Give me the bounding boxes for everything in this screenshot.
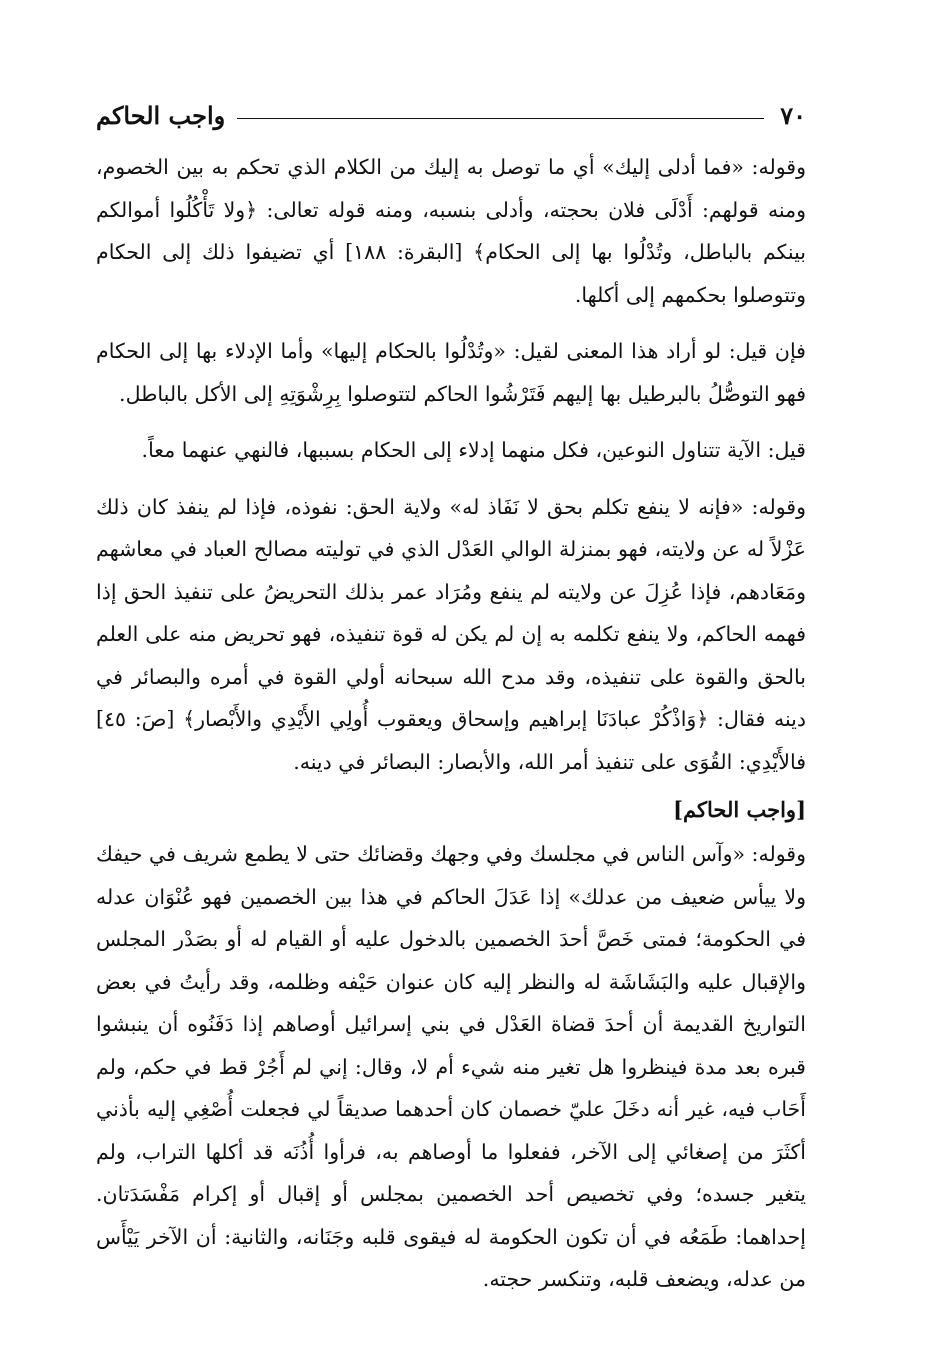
paragraph-gap [96,472,806,486]
running-title: واجب الحاكم [96,100,226,130]
paragraph: فإن قيل: لو أراد هذا المعنى لقيل: «وتُدْلُوا بالحكام إليها» وأما الإدلاء بها إلى الحكام فهو التوصُّلُ بالبرطيل بها إليهم فَتَرْشُوا الحاكم لتتوصلوا بِرِشْوَتِهِ إلى الأكل بالباطل. [96,339,806,406]
header-rule [237,118,764,119]
section-heading: [واجب الحاكم] [673,797,806,822]
paragraph: وقوله: «وآس الناس في مجلسك وفي وجهك وقضائك حتى لا يطمع شريف في حيفك ولا ييأس ضعيف من عدلك» إذا عَدَلَ الحاكم في هذا بين الخصمين فهو عُنْوَان عدله في الحكومة؛ فمتى خَصَّ أحدَ الخصمين بالدخول عليه أو القيام له أو بصَدْر المجلس والإقبال عليه والبَشَاشَة له والنظر إليه كان عنوان حَيْفه وظلمه، وقد رأيتُ في بعض التواريخ القديمة أن أحدَ قضاة العَدْل في بني إسرائيل أوصاهم إذا دَفَنُوه أن ينبشوا قبره بعد مدة فينظروا هل تغير منه شيء أم لا، وقال: إني لم أَجُرْ قط في حكم، ولم أَحَاب فيه، غير أنه دخَلَ عليّ خصمان كان أحدهما صديقاً لي فجعلت أُصْغِي إليه بأذني أكثَرَ من إصغائي إلى الآخر، ففعلوا ما أوصاهم به، فرأوا أُذُنَه قد أكلها التراب، ولم يتغير جسده؛ وفي تخصيص أحد الخصمين بمجلس أو إقبال أو إكرام مَفْسَدَتان. إحداهما: طَمَعُه في أن تكون الحكومة له فيقوى قلبه وجَنَانه، والثانية: أن الآخر يَيْأَس من عدله، ويضعف قلبه، وتنكسر حجته. [96,842,806,1291]
paragraph: وقوله: «فإنه لا ينفع تكلم بحق لا نَفَاذ له» ولاية الحق: نفوذه، فإذا لم ينفذ كان ذلك عَزْلاً له عن ولايته، فهو بمنزلة الوالي العَدْل الذي في توليته مصالح العباد في معاشهم ومَعَادهم، فإذا عُزِلَ عن ولايته لم ينفع ومُرَاد عمر بذلك التحريضُ على تنفيذ الحق إذا فهمه الحاكم، ولا ينفع تكلمه به إن لم يكن له قوة تنفيذه، فهو تحريض منه على العلم بالحق والقوة على تنفيذه، وقد مدح الله سبحانه أولي القوة في أمره والبصائر في دينه فقال: ﴿وَاذْكُرْ عبادَنَا إبراهيم وإسحاق ويعقوب أُولِي الأَيْدِي والأَبْصار﴾ [صَ: ٤٥] فالأَيْدِي: القُوَى على تنفيذ أمر الله، والأبصار: البصائر في دينه. [96,494,806,774]
paragraph-gap [96,415,806,429]
paragraph: وقوله: «فما أدلى إليك» أي ما توصل به إليك من الكلام الذي تحكم به بين الخصوم، ومنه قولهم: أَدْلَى فلان بحجته، وأدلى بنسبه، ومنه قوله تعالى: ﴿ولا تَأْكُلُوا أموالكم بينكم بالباطل، وتُدْلُوا بها إلى الحكام﴾ [البقرة: ١٨٨] أي تضيفوا ذلك إلى الحكام وتتوصلوا بحكمهم إلى أكلها. [96,155,806,307]
page-number: ٧٠ [780,100,806,130]
running-header [96,98,806,132]
paragraph-gap [96,316,806,330]
paragraph: قيل: الآية تتناول النوعين، فكل منهما إدلاء إلى الحكام بسببها، فالنهي عنهما معاً. [141,438,806,462]
